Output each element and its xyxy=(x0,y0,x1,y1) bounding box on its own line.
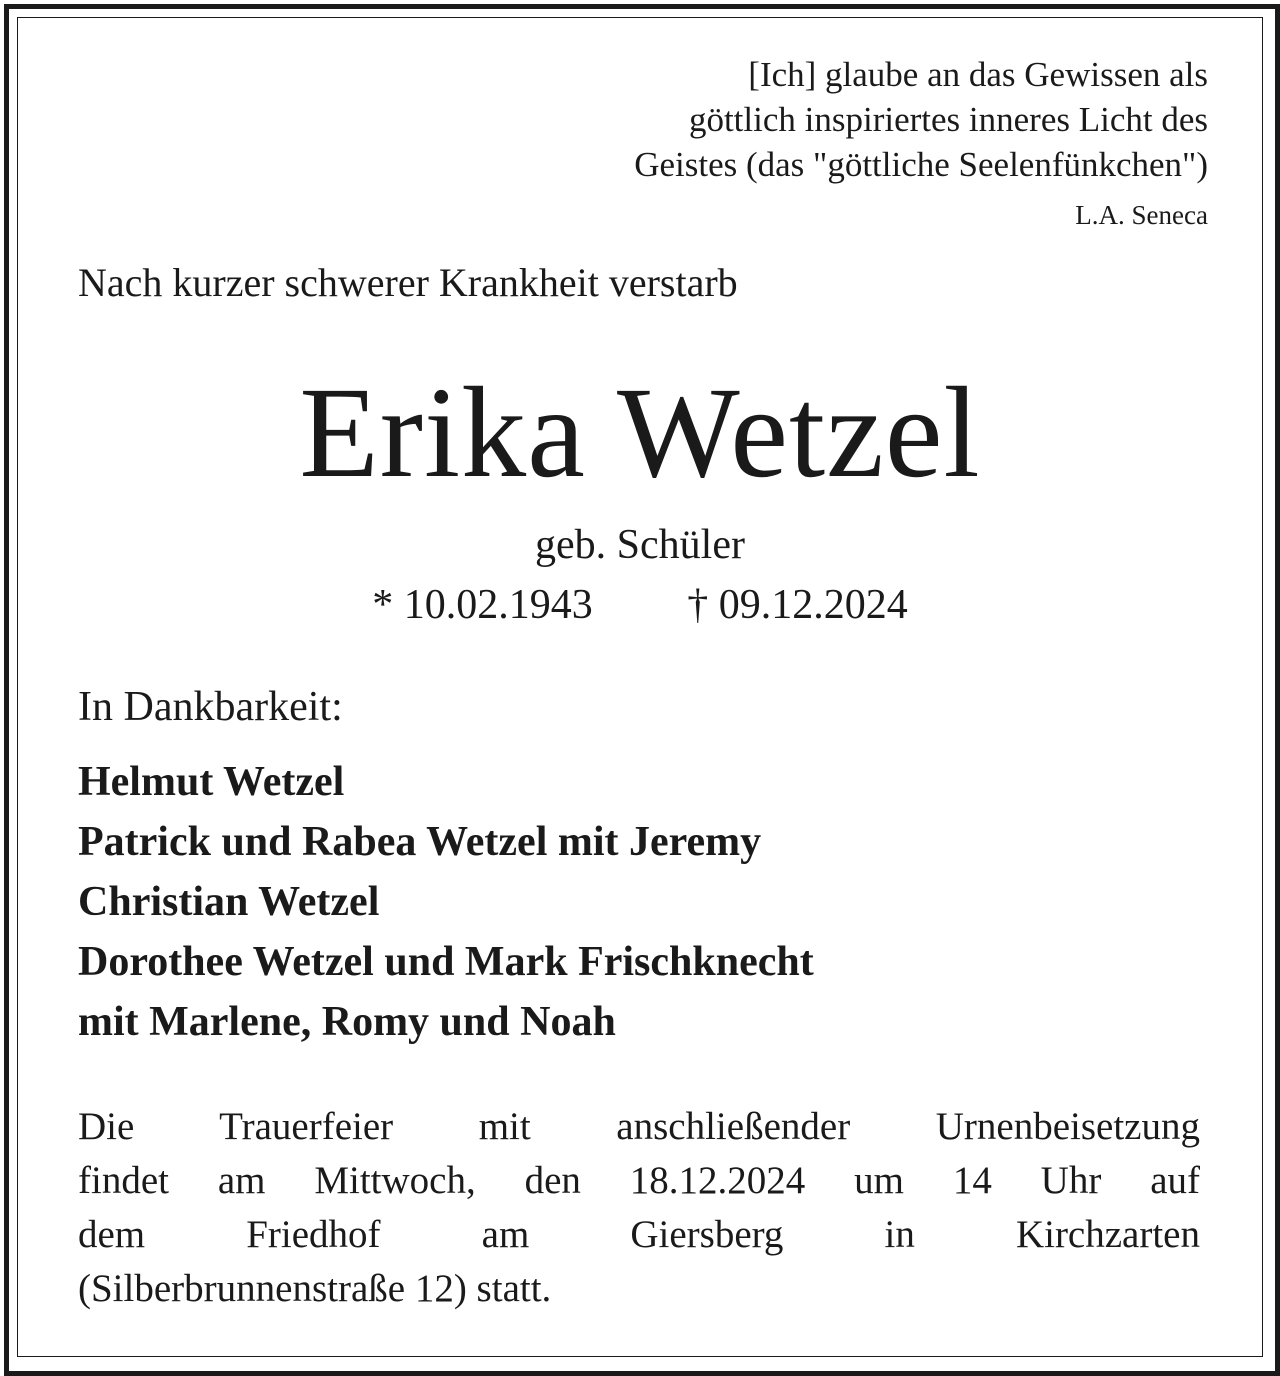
life-dates xyxy=(0,578,1280,632)
mourner-line: mit Marlene, Romy und Noah xyxy=(78,999,616,1045)
quote xyxy=(634,52,1208,187)
mourners-list xyxy=(78,752,814,1052)
intro-text: Nach kurzer schwerer Krankheit verstarb xyxy=(78,260,738,305)
quote-line: göttlich inspiriertes inneres Licht des xyxy=(688,100,1208,139)
maiden-name: geb. Schüler xyxy=(535,522,745,568)
ceremony-line: Die Trauerfeier mit anschließender Urnenbeisetzung xyxy=(78,1105,1200,1148)
mourner-line: Patrick und Rabea Wetzel mit Jeremy xyxy=(78,819,762,865)
mourner-line: Christian Wetzel xyxy=(78,879,380,925)
mourner-line: Dorothee Wetzel und Mark Frischknecht xyxy=(78,939,814,985)
death-date: † 09.12.2024 xyxy=(687,582,908,628)
thanks-heading: In Dankbarkeit: xyxy=(78,684,343,730)
ceremony-line: dem Friedhof am Giersberg in Kirchzarten xyxy=(78,1213,1200,1256)
ceremony-notice xyxy=(78,1100,1200,1316)
mourner-line: Helmut Wetzel xyxy=(78,759,345,805)
deceased-name: Erika Wetzel xyxy=(299,361,981,505)
birth-date: * 10.02.1943 xyxy=(372,582,593,628)
quote-line: [Ich] glaube an das Gewissen als xyxy=(748,55,1208,94)
ceremony-line: findet am Mittwoch, den 18.12.2024 um 14 Uhr auf xyxy=(78,1159,1200,1202)
quote-line: Geistes (das "göttliche Seelenfünkchen") xyxy=(634,145,1208,184)
quote-author: L.A. Seneca xyxy=(1075,200,1208,230)
ceremony-line: (Silberbrunnenstraße 12) statt. xyxy=(78,1267,552,1310)
